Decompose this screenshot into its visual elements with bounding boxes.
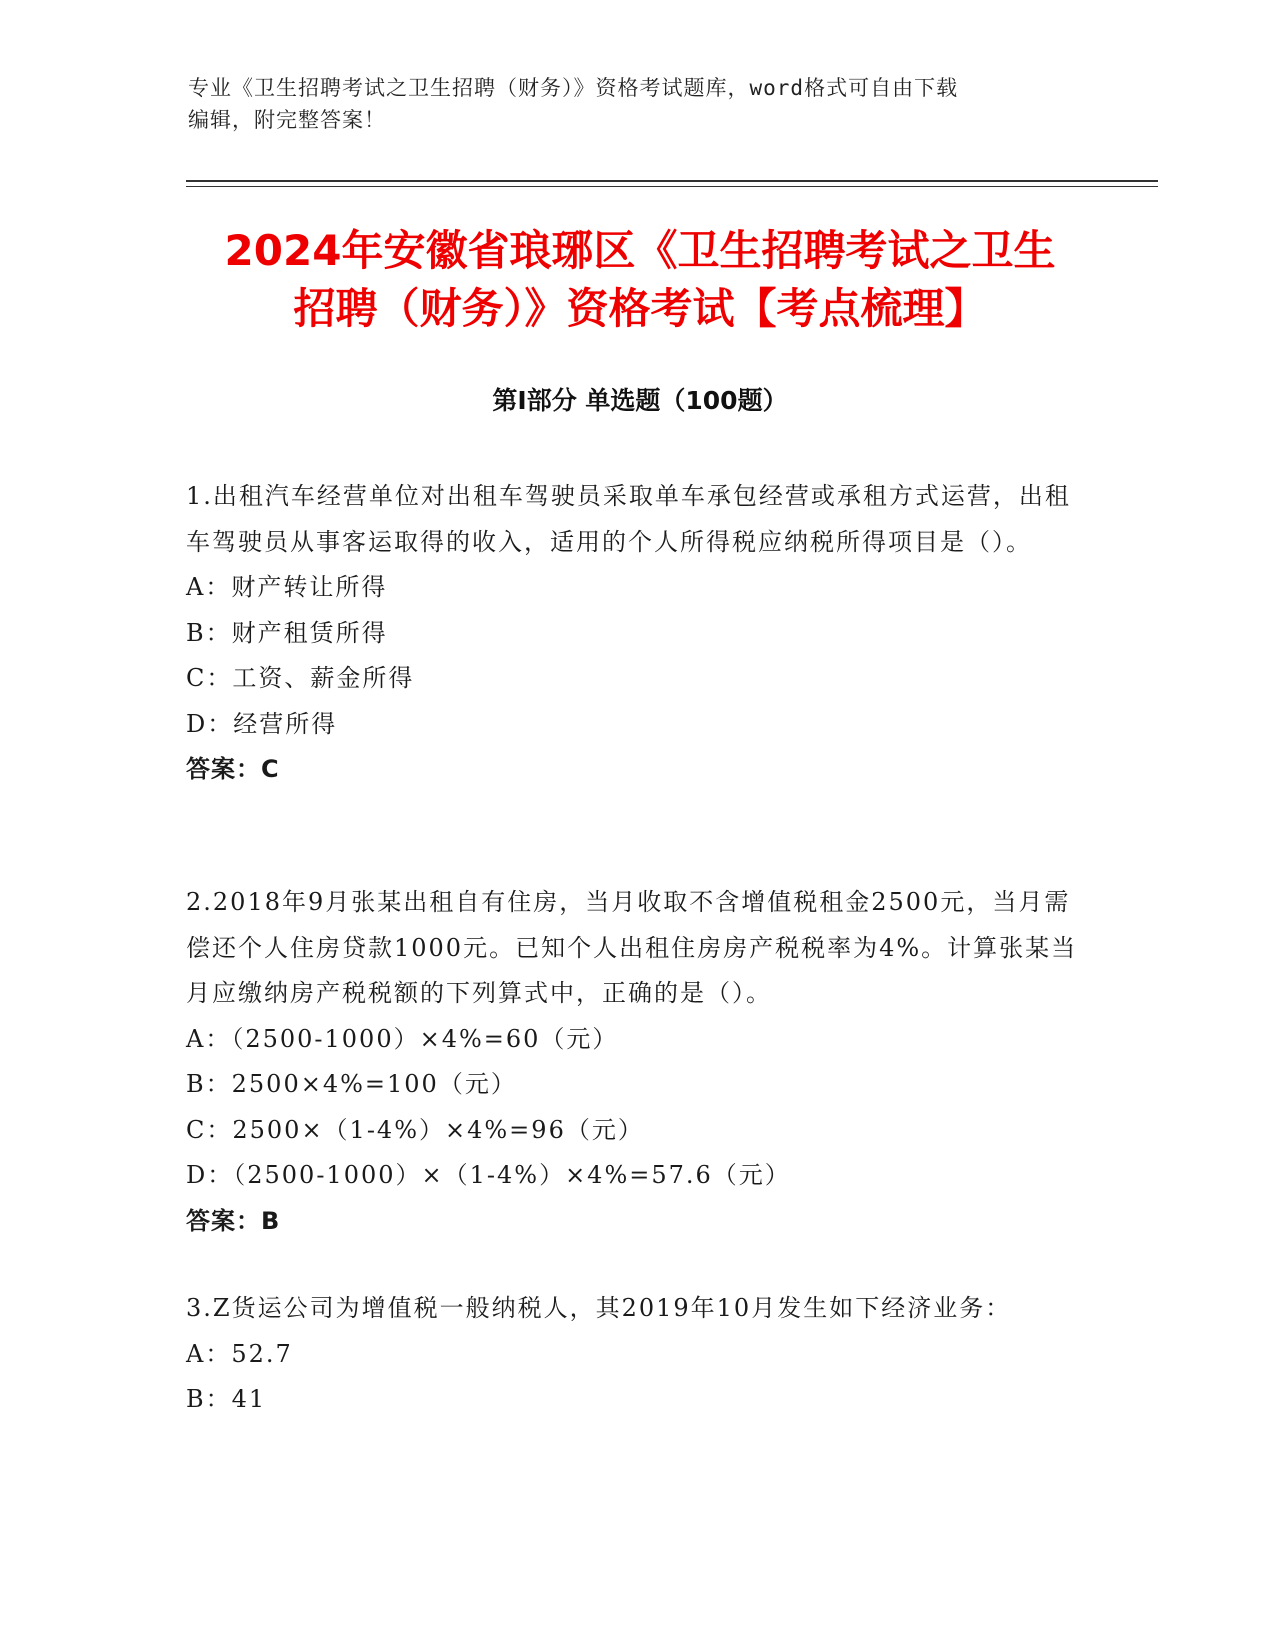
document-title bbox=[160, 222, 1120, 338]
option-b: B：2500×4%=100（元） bbox=[186, 1070, 517, 1098]
header-note-line-1: 专业《卫生招聘考试之卫生招聘（财务）》资格考试题库，word格式可自由下载 bbox=[188, 76, 959, 100]
option-c: C：2500×（1-4%）×4%=96（元） bbox=[186, 1115, 644, 1144]
answer-label: 答案：B bbox=[186, 1206, 281, 1235]
option-d: D：经营所得 bbox=[186, 709, 338, 738]
header-rule-thick bbox=[186, 180, 1158, 182]
option-b: B：财产租赁所得 bbox=[186, 618, 388, 647]
header-rule-thin bbox=[186, 186, 1158, 187]
document-title-line-2: 招聘（财务）》资格考试【考点梳理】 bbox=[293, 284, 987, 333]
option-a: A：（2500-1000）×4%=60（元） bbox=[186, 1024, 619, 1053]
question-item bbox=[186, 1286, 1096, 1423]
question-item bbox=[186, 474, 1096, 793]
option-b: B：41 bbox=[186, 1385, 267, 1413]
question-stem: 2.2018年9月张某出租自有住房，当月收取不含增值税租金2500元，当月需偿还个人住房贷款1000元。已知个人出租住房房产税税率为4%。计算张某当月应缴纳房产税税额的下列算式中，正确的是（）。 bbox=[186, 888, 1078, 1007]
header-note bbox=[188, 72, 1088, 136]
header-note-line-2: 编辑，附完整答案！ bbox=[188, 108, 386, 132]
option-a: A：财产转让所得 bbox=[186, 573, 388, 601]
document-title-line-1: 2024年安徽省琅琊区《卫生招聘考试之卫生 bbox=[224, 226, 1056, 275]
section-title: 第I部分 单选题（100题） bbox=[492, 386, 788, 415]
option-d: D：（2500-1000）×（1-4%）×4%=57.6（元） bbox=[186, 1161, 791, 1189]
option-c: C：工资、薪金所得 bbox=[186, 664, 415, 692]
question-stem: 1.出租汽车经营单位对出租车驾驶员采取单车承包经营或承租方式运营，出租车驾驶员从事客运取得的收入，适用的个人所得税应纳税所得项目是（）。 bbox=[186, 482, 1071, 556]
answer-label: 答案：C bbox=[186, 755, 280, 783]
option-a: A：52.7 bbox=[186, 1339, 293, 1368]
question-stem: 3.Z货运公司为增值税一般纳税人，其2019年10月发生如下经济业务： bbox=[186, 1294, 1012, 1322]
question-item bbox=[186, 880, 1096, 1244]
